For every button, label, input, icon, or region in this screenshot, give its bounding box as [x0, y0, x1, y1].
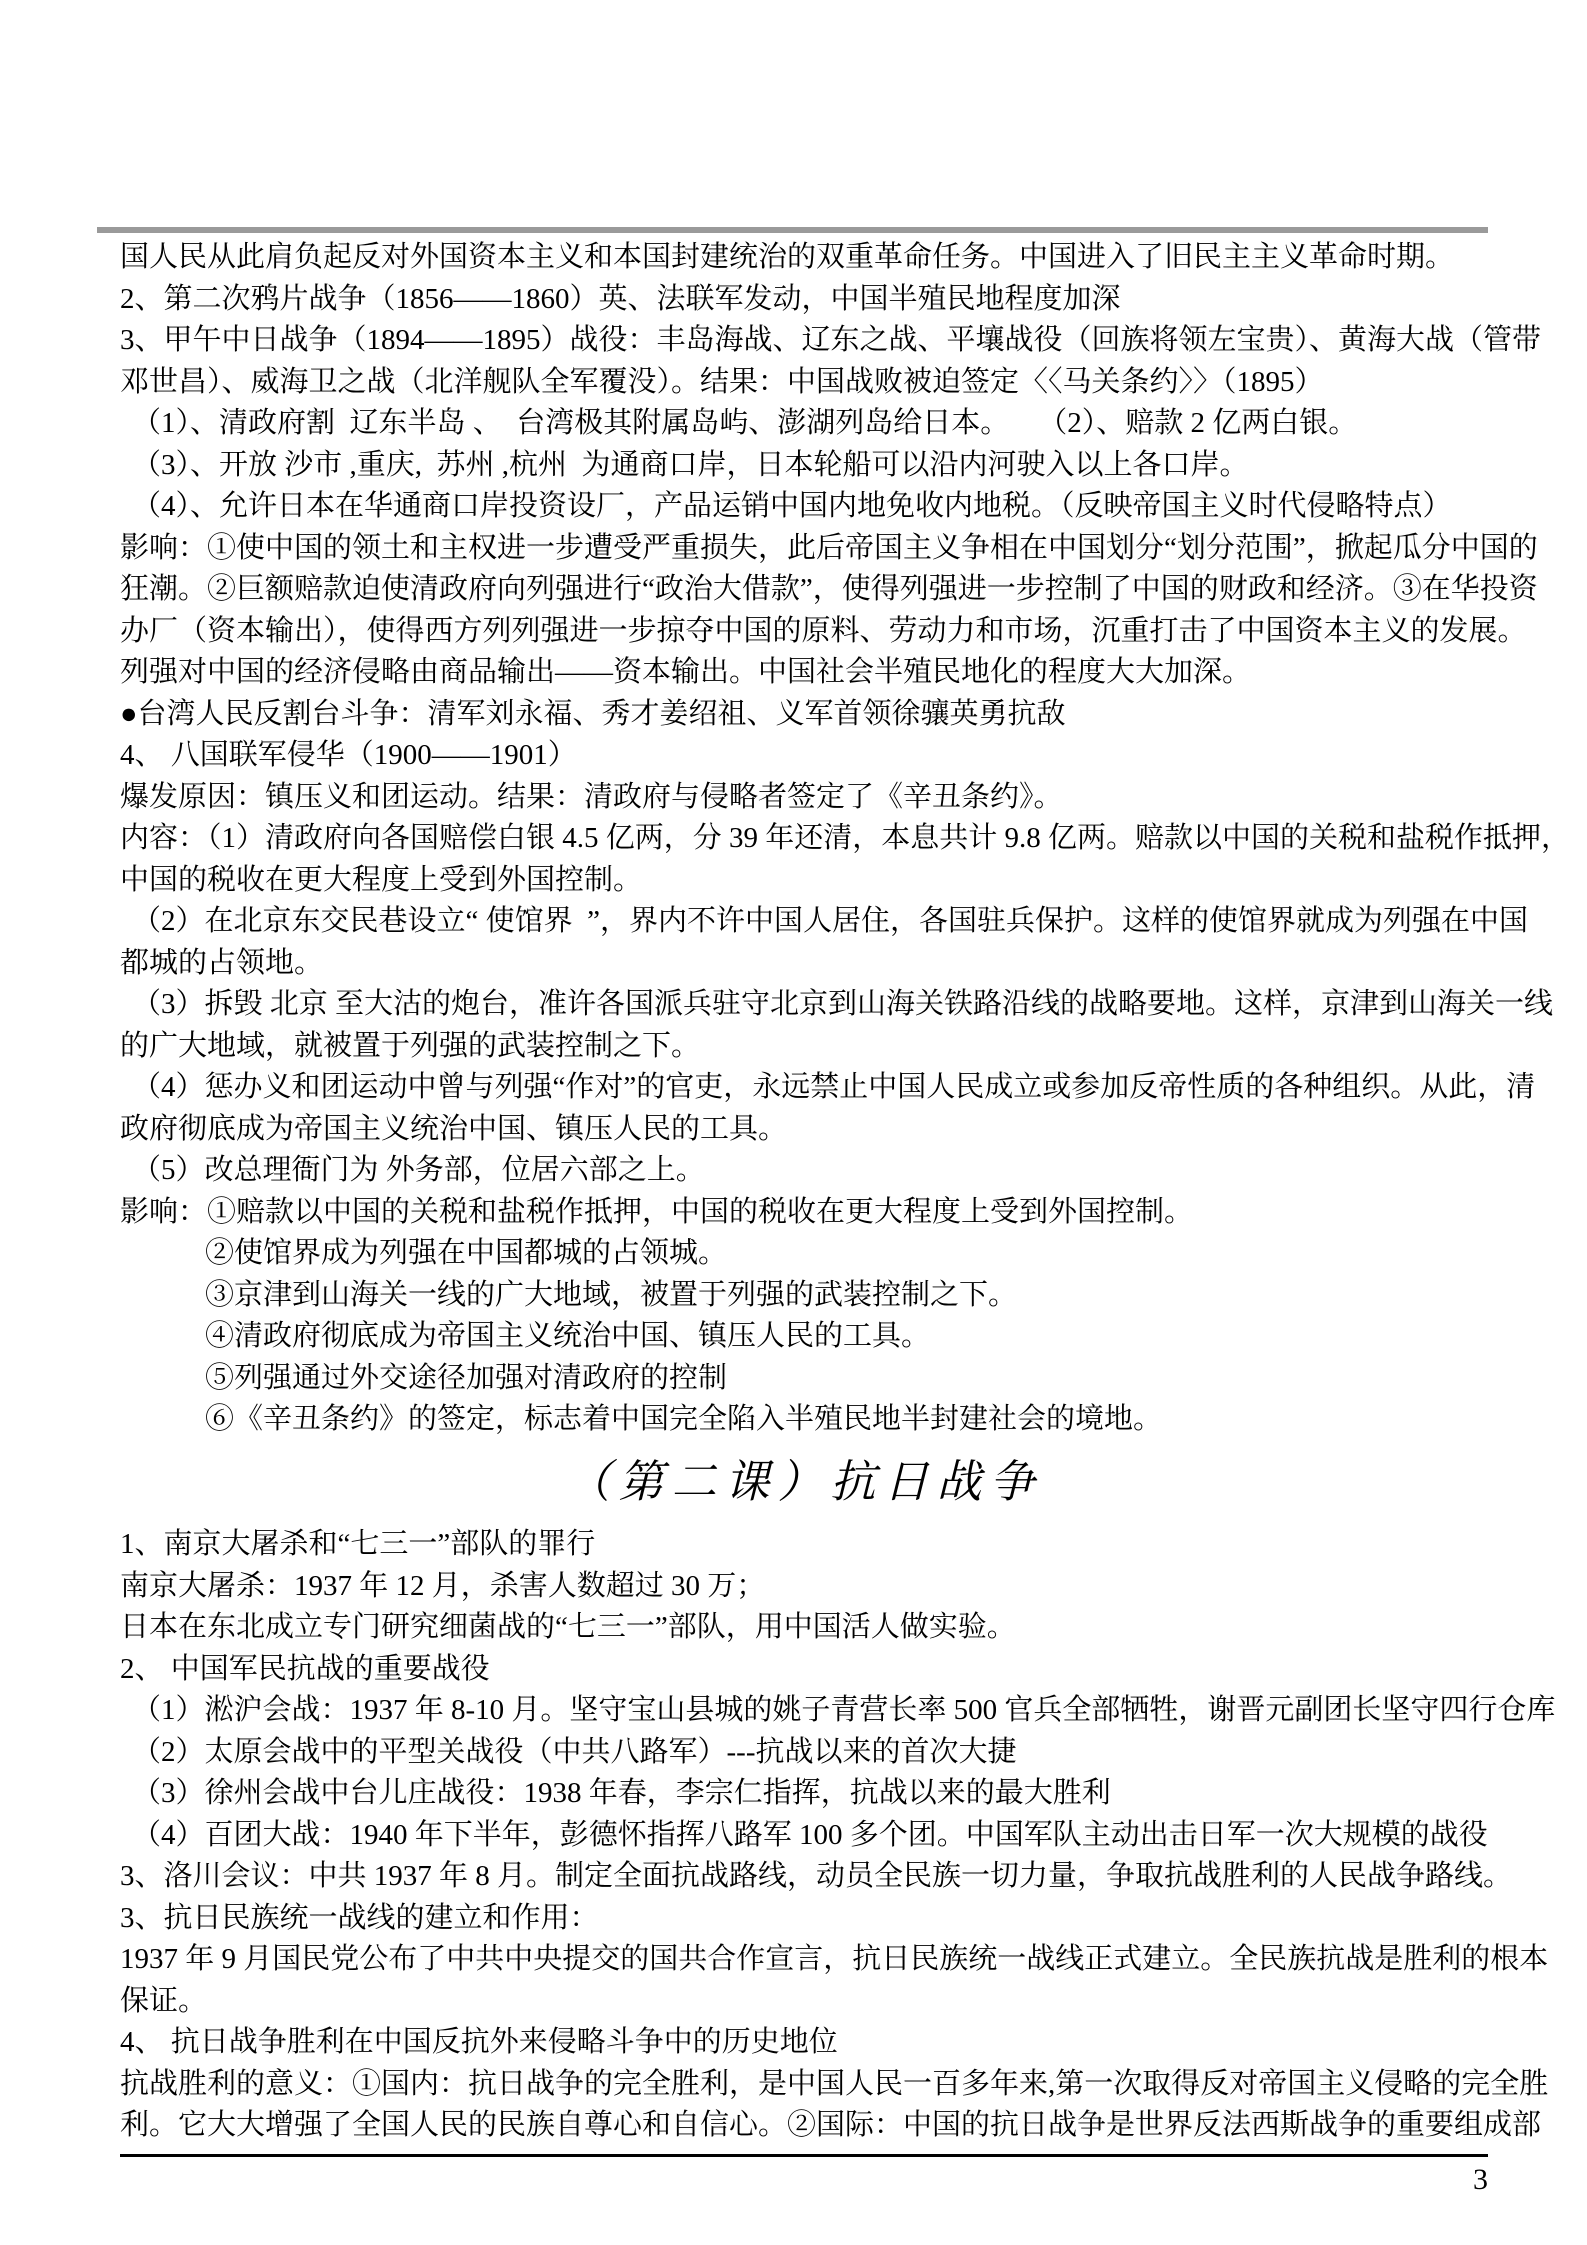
- document-body-part2: [120, 1524, 1556, 2147]
- text-line: 3、洛川会议：中共 1937 年 8 月。制定全面抗战路线，动员全民族一切力量，争取抗战胜利的人民战争路线。: [120, 1860, 1513, 1892]
- text-line: （4）、允许日本在华通商口岸投资设厂，产品运销中国内地免收内地税。（反映帝国主义时代侵略特点）: [132, 490, 1452, 522]
- text-line: 南京大屠杀：1937 年 12 月，杀害人数超过 30 万；: [120, 1569, 766, 1602]
- text-line: 影响：①赔款以中国的关税和盐税作抵押，中国的税收在更大程度上受到外国控制。: [120, 1195, 1194, 1228]
- text-line: ④清政府彻底成为帝国主义统治中国、镇压人民的工具。: [205, 1320, 931, 1352]
- text-line: 的广大地域，就被置于列强的武装控制之下。: [120, 1029, 701, 1062]
- text-line: （5）改总理衙门为 外务部，位居六部之上。: [132, 1154, 705, 1186]
- text-line: 1、南京大屠杀和“七三一”部队的罪行: [120, 1528, 596, 1560]
- text-line: （4）百团大战：1940 年下半年，彭德怀指挥八路军 100 多个团。中国军队主动出击日军一次大规模的战役: [132, 1818, 1488, 1851]
- text-line: 中国的税收在更大程度上受到外国控制。: [120, 863, 643, 896]
- footer-divider-line: [120, 2154, 1488, 2157]
- text-line: （1）淞沪会战：1937 年 8-10 月。坚守宝山县城的姚子青营长率 500 官兵全部牺牲，谢晋元副团长坚守四行仓库: [132, 1694, 1556, 1726]
- text-line: （3）徐州会战中台儿庄战役：1938 年春，李宗仁指挥，抗战以来的最大胜利: [132, 1777, 1111, 1809]
- header-divider-bar: [97, 227, 1488, 233]
- text-line: 1937 年 9 月国民党公布了中共中央提交的国共合作宣言，抗日民族统一战线正式建立。全民族抗战是胜利的根本: [120, 1943, 1549, 1975]
- text-line: 2、第二次鸦片战争（1856——1860）英、法联军发动，中国半殖民地程度加深: [120, 282, 1121, 315]
- text-line: 4、 八国联军侵华（1900——1901）: [120, 739, 577, 771]
- text-line: 狂潮。②巨额赔款迫使清政府向列强进行“政治大借款”，使得列强进一步控制了中国的财政和经济。③在华投资: [120, 573, 1538, 605]
- text-line: 办厂（资本输出），使得西方列列强进一步掠夺中国的原料、劳动力和市场，沉重打击了中国资本主义的发展。: [120, 614, 1527, 647]
- text-line: 日本在东北成立专门研究细菌战的“七三一”部队，用中国活人做实验。: [120, 1611, 1016, 1643]
- text-line: 爆发原因：镇压义和团运动。结果：清政府与侵略者签定了《辛丑条约》。: [120, 780, 1063, 813]
- text-line: 内容：（1）清政府向各国赔偿白银 4.5 亿两，分 39 年还清，本息共计 9.8 亿两。赔款以中国的关税和盐税作抵押，: [120, 822, 1571, 854]
- text-line: ③京津到山海关一线的广大地域，被置于列强的武装控制之下。: [205, 1278, 1018, 1311]
- page-number: 3: [1473, 2163, 1488, 2196]
- text-line: 利。它大大增强了全国人民的民族自尊心和自信心。②国际：中国的抗日战争是世界反法西斯战争的重要组成部: [120, 2109, 1542, 2141]
- text-line: （1）、清政府割 辽东半岛 、 台湾极其附属岛屿、澎湖列岛给日本。 （2）、赔款 2 亿两白银。: [132, 407, 1358, 439]
- text-line: 都城的占领地。: [120, 946, 324, 979]
- text-line: 抗战胜利的意义：①国内：抗日战争的完全胜利，是中国人民一百多年来,第一次取得反对帝国主义侵略的完全胜: [120, 2067, 1549, 2100]
- section-title: （第二课）抗日战争: [565, 1457, 1043, 1507]
- text-line: 邓世昌）、威海卫之战（北洋舰队全军覆没）。结果：中国战败被迫签定〈〈马关条约〉〉（1895）: [120, 365, 1324, 398]
- text-line: （2）在北京东交民巷设立“ 使馆界 ”，界内不许中国人居住，各国驻兵保护。这样的使馆界就成为列强在中国: [132, 905, 1528, 937]
- text-line: ●台湾人民反割台斗争：清军刘永福、秀才姜绍祖、义军首领徐骧英勇抗敌: [120, 697, 1066, 730]
- text-line: 保证。: [120, 1984, 208, 2017]
- text-line: （4）惩办义和团运动中曾与列强“作对”的官吏，永远禁止中国人民成立或参加反帝性质的各种组织。从此，清: [132, 1071, 1536, 1103]
- text-line: 3、抗日民族统一战线的建立和作用：: [120, 1901, 599, 1934]
- text-line: ⑤列强通过外交途径加强对清政府的控制: [205, 1361, 728, 1394]
- text-line: （3）、开放 沙市 ,重庆, 苏州 ,杭州 为通商口岸，日本轮船可以沿内河驶入以上各口岸。: [132, 448, 1249, 481]
- text-line: 国人民从此肩负起反对外国资本主义和本国封建统治的双重革命任务。中国进入了旧民主主义革命时期。: [120, 241, 1455, 273]
- document-body-part1: [120, 237, 1571, 1441]
- text-line: ②使馆界成为列强在中国都城的占领城。: [205, 1237, 728, 1269]
- text-line: 4、 抗日战争胜利在中国反抗外来侵略斗争中的历史地位: [120, 2026, 838, 2058]
- text-line: 政府彻底成为帝国主义统治中国、镇压人民的工具。: [120, 1112, 788, 1145]
- text-line: 列强对中国的经济侵略由商品输出——资本输出。中国社会半殖民地化的程度大大加深。: [120, 656, 1252, 688]
- text-line: 3、甲午中日战争（1894——1895）战役：丰岛海战、辽东之战、平壤战役（回族将领左宝贵）、黄海大战（管带: [120, 324, 1542, 356]
- text-line: 2、 中国军民抗战的重要战役: [120, 1652, 490, 1685]
- text-line: ⑥《辛丑条约》的签定，标志着中国完全陷入半殖民地半封建社会的境地。: [205, 1403, 1163, 1435]
- text-line: 影响：①使中国的领土和主权进一步遭受严重损失，此后帝国主义争相在中国划分“划分范围”，掀起瓜分中国的: [120, 531, 1538, 564]
- text-line: （2）太原会战中的平型关战役（中共八路军）---抗战以来的首次大捷: [132, 1735, 1017, 1768]
- text-line: （3）拆毁 北京 至大沽的炮台，准许各国派兵驻守北京到山海关铁路沿线的战略要地。这样，京津到山海关一线: [132, 988, 1554, 1020]
